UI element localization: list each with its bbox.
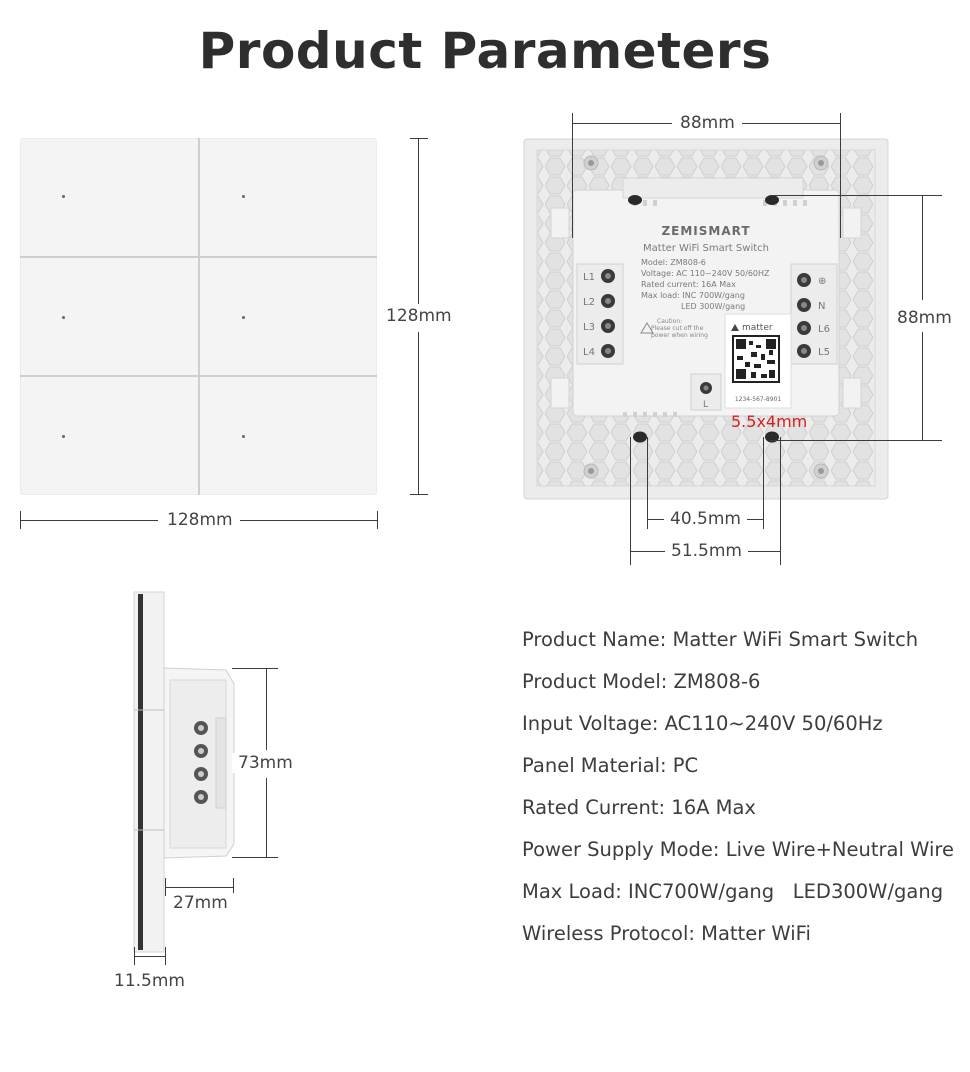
module-caution-title: Caution:	[657, 318, 683, 325]
dimension-line	[240, 520, 377, 521]
spec-input-voltage: Input Voltage: AC110~240V 50/60Hz	[522, 712, 883, 735]
dimension-line	[266, 778, 267, 858]
dimension-line	[20, 520, 158, 521]
dimension-line	[165, 887, 234, 888]
front-height-label: 128mm	[380, 306, 458, 326]
dimension-extension	[572, 113, 573, 238]
dimension-line	[266, 668, 267, 750]
panel-divider-horizontal	[20, 375, 377, 377]
page-title: Product Parameters	[198, 22, 772, 80]
dimension-extension	[770, 195, 942, 196]
terminal-label: L3	[583, 322, 595, 333]
module-brand: ZEMISMART	[661, 224, 751, 238]
dimension-extension	[232, 857, 278, 858]
gang-indicator-dot	[62, 195, 65, 198]
gang-indicator-dot	[242, 435, 245, 438]
dimension-extension	[630, 437, 631, 565]
terminal-label: L5	[818, 347, 830, 358]
dimension-extension	[840, 113, 841, 238]
back-view-illustration	[523, 138, 889, 500]
terminal-label: L	[703, 400, 709, 410]
gang-indicator-dot	[62, 435, 65, 438]
spec-power-supply-mode: Power Supply Mode: Live Wire+Neutral Wire	[522, 838, 954, 861]
side-thickness-label: 11.5mm	[108, 971, 191, 991]
gang-indicator-dot	[242, 316, 245, 319]
front-width-label: 128mm	[161, 510, 239, 530]
spec-rated-current: Rated Current: 16A Max	[522, 796, 756, 819]
terminal-label: ⊕	[818, 276, 827, 287]
terminal-label: L6	[818, 324, 830, 335]
terminal-label: L1	[583, 272, 595, 283]
specification-list	[522, 624, 962, 960]
module-led-load: LED 300W/gang	[681, 302, 746, 311]
spec-panel-material: Panel Material: PC	[522, 754, 699, 777]
dimension-line	[742, 123, 841, 124]
spec-product-name: Product Name: Matter WiFi Smart Switch	[522, 628, 919, 651]
back-height-label: 88mm	[891, 308, 958, 328]
dimension-extension	[763, 437, 764, 529]
dimension-tick	[410, 494, 428, 495]
terminal-label: L2	[583, 297, 595, 308]
spec-product-model: Product Model: ZM808-6	[522, 670, 761, 693]
dimension-extension	[780, 437, 781, 565]
right-terminal-block	[791, 264, 837, 364]
module-caution-line2: power when wiring	[651, 332, 708, 339]
module-voltage: Voltage: AC 110~240V 50/60HZ	[641, 269, 770, 278]
gang-indicator-dot	[62, 316, 65, 319]
qr-setup-code: 1234-567-8901	[734, 396, 782, 403]
dimension-extension	[647, 437, 648, 529]
panel-divider-horizontal	[20, 256, 377, 258]
module-caution-line1: Please cut off the	[651, 325, 704, 332]
spec-wireless-protocol: Wireless Protocol: Matter WiFi	[522, 922, 811, 945]
hole-span-51-label: 51.5mm	[665, 541, 748, 561]
dimension-line	[922, 332, 923, 441]
side-height-label: 73mm	[232, 753, 299, 773]
dimension-extension	[770, 440, 942, 441]
gang-indicator-dot	[242, 195, 245, 198]
module-product-name: Matter WiFi Smart Switch	[643, 243, 769, 254]
side-depth-label: 27mm	[167, 893, 234, 913]
dimension-line	[922, 195, 923, 300]
dimension-line	[418, 332, 419, 495]
module-model: Model: ZM808-6	[641, 258, 706, 267]
dimension-line	[647, 519, 665, 520]
terminal-label: L4	[583, 347, 595, 358]
module-current: Rated current: 16A Max	[641, 280, 736, 289]
front-panel-6-gang	[20, 138, 377, 495]
dimension-line	[745, 551, 781, 552]
spec-max-load: Max Load: INC700W/gang LED300W/gang	[522, 880, 944, 903]
dimension-line	[418, 138, 419, 304]
panel-divider-vertical	[198, 138, 200, 495]
dimension-line	[572, 123, 672, 124]
dimension-tick	[377, 511, 378, 529]
hole-span-40-label: 40.5mm	[664, 509, 747, 529]
terminal-label: N	[818, 301, 826, 312]
module-max-load: Max load: INC 700W/gang	[641, 291, 745, 300]
dimension-line	[134, 956, 166, 957]
hole-size-label: 5.5x4mm	[731, 412, 808, 431]
dimension-extension	[232, 668, 278, 669]
dimension-line	[745, 519, 764, 520]
dimension-tick	[410, 138, 428, 139]
matter-text: matter	[742, 323, 773, 333]
back-width-label: 88mm	[674, 113, 741, 133]
dimension-line	[630, 551, 666, 552]
